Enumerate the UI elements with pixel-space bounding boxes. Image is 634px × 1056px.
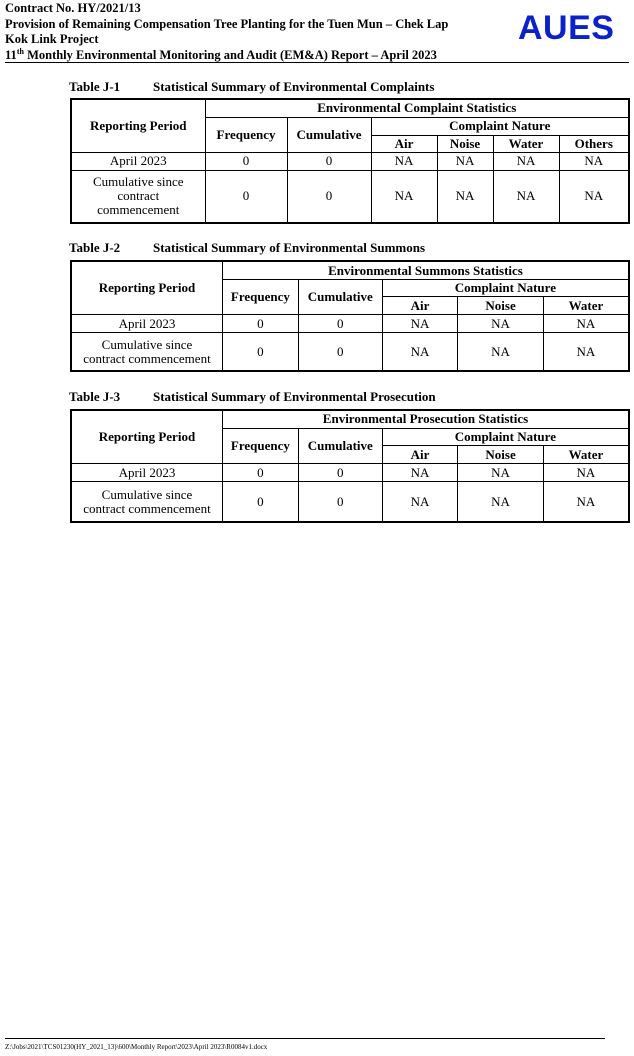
reporting-period-header: Reporting Period (71, 410, 222, 463)
report-number: 11 (5, 47, 17, 62)
report-title (5, 48, 505, 64)
reporting-period-header: Reporting Period (71, 99, 205, 152)
water-cell: NA (543, 482, 629, 522)
air-cell: NA (382, 333, 458, 371)
project-title-line-1: Provision of Remaining Compensation Tree Planting for the Tuen Mun – Chek Lap (5, 16, 449, 31)
frequency-cell: 0 (222, 463, 298, 481)
period-cell: April 2023 (71, 314, 222, 333)
report-number-suffix: th (16, 46, 24, 56)
frequency-cell: 0 (205, 152, 287, 170)
nature-col-water: Water (543, 446, 629, 463)
table-j2-number: Table J-2 (69, 240, 121, 255)
table-row (71, 463, 629, 481)
cumulative-cell: 0 (287, 152, 371, 170)
period-cell: April 2023 (71, 463, 222, 481)
period-cell (71, 170, 205, 223)
water-cell: NA (493, 170, 559, 223)
air-cell: NA (371, 152, 437, 170)
noise-cell: NA (458, 314, 544, 333)
statistics-header: Environmental Summons Statistics (222, 261, 629, 280)
noise-cell: NA (437, 152, 493, 170)
table-row (71, 482, 629, 522)
reporting-period-header: Reporting Period (71, 261, 222, 314)
cumulative-cell: 0 (298, 482, 382, 522)
cumulative-cell: 0 (287, 170, 371, 223)
period-line: contract commencement (83, 350, 211, 366)
cumulative-cell: 0 (298, 314, 382, 333)
table-row (71, 170, 629, 223)
noise-cell: NA (437, 170, 493, 223)
period-line: Cumulative since (101, 486, 193, 502)
table-row (71, 314, 629, 333)
table-j3 (70, 409, 630, 523)
noise-cell: NA (458, 463, 544, 481)
period-line: Cumulative since (92, 174, 184, 190)
period-line: commencement (97, 202, 180, 218)
nature-col-noise: Noise (437, 135, 493, 152)
table-row (71, 152, 629, 170)
noise-cell: NA (458, 482, 544, 522)
air-cell: NA (371, 170, 437, 223)
table-j2-caption (69, 240, 425, 256)
others-cell: NA (559, 170, 629, 223)
nature-col-water: Water (543, 297, 629, 314)
frequency-header: Frequency (222, 428, 298, 463)
period-cell: April 2023 (71, 152, 205, 170)
frequency-header: Frequency (222, 280, 298, 315)
water-cell: NA (543, 463, 629, 481)
water-cell: NA (493, 152, 559, 170)
frequency-header: Frequency (205, 117, 287, 152)
complaint-nature-header: Complaint Nature (382, 280, 629, 297)
frequency-cell: 0 (205, 170, 287, 223)
project-title-line-2: Kok Link Project (5, 32, 99, 46)
period-line: contract commencement (83, 500, 211, 516)
air-cell: NA (382, 482, 458, 522)
nature-col-others: Others (559, 135, 629, 152)
nature-col-air: Air (382, 446, 458, 463)
nature-col-air: Air (371, 135, 437, 152)
others-cell: NA (559, 152, 629, 170)
aues-logo: AUES (518, 9, 615, 47)
table-j1-title: Statistical Summary of Environmental Complaints (153, 79, 435, 94)
contract-number: Contract No. HY/2021/13 (5, 1, 141, 15)
table-j1-caption (69, 79, 434, 95)
cumulative-header: Cumulative (298, 428, 382, 463)
nature-col-water: Water (493, 135, 559, 152)
table-j2-title: Statistical Summary of Environmental Summons (153, 240, 426, 255)
period-cell (71, 333, 222, 371)
table-j1-number: Table J-1 (69, 79, 121, 94)
complaint-nature-header: Complaint Nature (371, 117, 629, 135)
complaint-nature-header: Complaint Nature (382, 428, 629, 445)
cumulative-cell: 0 (298, 463, 382, 481)
nature-col-noise: Noise (458, 297, 544, 314)
air-cell: NA (382, 463, 458, 481)
frequency-cell: 0 (222, 314, 298, 333)
table-row (71, 333, 629, 371)
table-j1 (70, 98, 630, 224)
cumulative-cell: 0 (298, 333, 382, 371)
water-cell: NA (543, 314, 629, 333)
water-cell: NA (543, 333, 629, 371)
cumulative-header: Cumulative (298, 280, 382, 315)
period-line: contract (117, 188, 160, 204)
footer-file-path: Z:\Jobs\2021\TCS01230(HY_2021_13)\600\Monthly Report\2023\April 2023\R0084v1.docx (5, 1043, 268, 1051)
noise-cell: NA (458, 333, 544, 371)
air-cell: NA (382, 314, 458, 333)
frequency-cell: 0 (222, 333, 298, 371)
document-header (5, 1, 505, 63)
period-cell (71, 482, 222, 522)
nature-col-air: Air (382, 297, 458, 314)
period-line: Cumulative since (101, 336, 193, 352)
report-title-text: Monthly Environmental Monitoring and Audit (EM&A) Report – April 2023 (23, 47, 437, 62)
nature-col-noise: Noise (458, 446, 544, 463)
statistics-header: Environmental Prosecution Statistics (222, 410, 629, 428)
frequency-cell: 0 (222, 482, 298, 522)
table-j2 (70, 260, 630, 372)
cumulative-header: Cumulative (287, 117, 371, 152)
footer-divider (5, 1038, 605, 1039)
table-j3-caption (69, 389, 436, 405)
table-j3-number: Table J-3 (69, 389, 121, 404)
statistics-header: Environmental Complaint Statistics (205, 99, 629, 117)
header-divider (5, 62, 629, 63)
table-j3-title: Statistical Summary of Environmental Prosecution (153, 389, 436, 404)
